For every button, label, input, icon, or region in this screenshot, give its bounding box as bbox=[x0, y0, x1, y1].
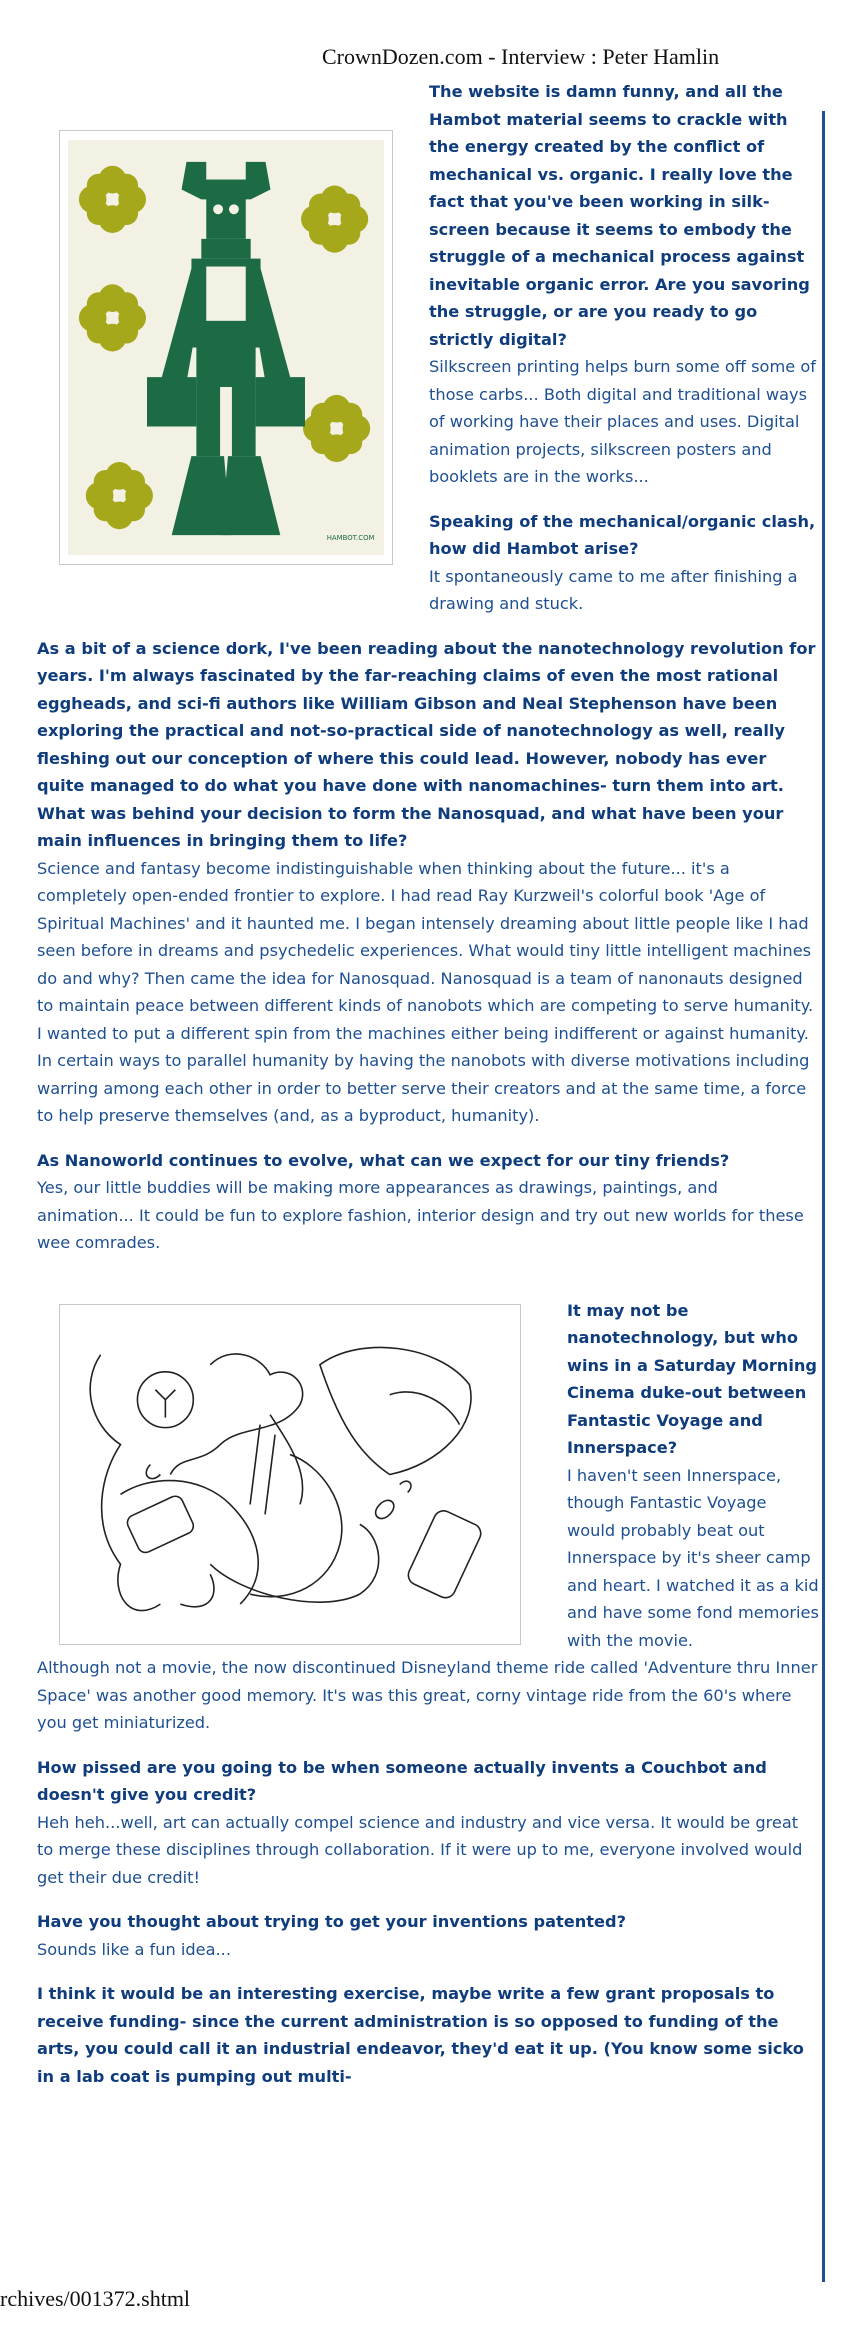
qa-block-7 bbox=[37, 1908, 819, 1963]
qa-block-3 bbox=[37, 635, 819, 1130]
question: The website is damn funny, and all the Hambot material seems to crackle with the energy created by the conflict of mechanical vs. organic. I really love the fact that you've been working in silk-screen because it seems to embody the struggle of a mechanical process against inevitable organic error. Are you savoring the struggle, or are you ready to go strictly digital? bbox=[429, 82, 810, 349]
interview-content bbox=[37, 78, 819, 2107]
question: Speaking of the mechanical/organic clash, how did Hambot arise? bbox=[429, 511, 816, 558]
question: As a bit of a science dork, I've been reading about the nanotechnology revolution for years. I'm always fascinated by the far-reaching claims of even the most rational eggheads, and sci-fi authors like William Gibson and Neal Stephenson have been exploring the practical and not-so-practical side of nanotechnology as well, really fleshing out our conception of where this could lead. However, nobody has ever quite managed to do what you have done with nanomachines- turn them into art. What was behind your decision to form the Nanosquad, and what have been your main influences in bringing them to life? bbox=[37, 638, 816, 850]
answer: Heh heh...well, art can actually compel science and industry and vice versa. It would be great to merge these disciplines through collaboration. If it were up to me, everyone involved would get their due credit! bbox=[37, 1812, 803, 1887]
line-drawing-illustration bbox=[60, 1305, 520, 1644]
question: Have you thought about trying to get your inventions patented? bbox=[37, 1912, 626, 1931]
answer-continued: Although not a movie, the now discontinued Disneyland theme ride called 'Adventure thru Inner Space' was another good memory. It's was this great, corny vintage ride from the 60's where you get miniaturized. bbox=[37, 1658, 818, 1732]
question: It may not be nanotechnology, but who wins in a Saturday Morning Cinema duke-out between Fantastic Voyage and Innerspace? bbox=[567, 1300, 817, 1457]
answer: Sounds like a fun idea... bbox=[37, 1939, 231, 1959]
robot-illustration bbox=[68, 139, 384, 556]
answer: Yes, our little buddies will be making more appearances as drawings, paintings, and animation... It could be fun to explore fashion, interior design and try out new worlds for these wee comrades. bbox=[37, 1178, 804, 1252]
footer-url: rchives/001372.shtml bbox=[0, 2286, 191, 2311]
qa-block-6 bbox=[37, 1754, 819, 1892]
question: How pissed are you going to be when someone actually invents a Couchbot and doesn't give you credit? bbox=[37, 1757, 767, 1804]
answer: I haven't seen Innerspace, though Fantastic Voyage would probably beat out Innerspace by it's sheer camp and heart. I watched it as a kid and have some fond memories with the movie. bbox=[567, 1465, 819, 1650]
question: As Nanoworld continues to evolve, what can we expect for our tiny friends? bbox=[37, 1150, 730, 1170]
vertical-divider bbox=[822, 111, 825, 2282]
qa-block-4 bbox=[37, 1147, 819, 1257]
qa-block-8 bbox=[37, 1980, 819, 2090]
answer: Silkscreen printing helps burn some off some of those carbs... Both digital and traditional ways of working have their places and uses. Digital animation projects, silkscreen posters and booklets are in the works... bbox=[429, 357, 816, 486]
hambot-robot-poster-image bbox=[59, 130, 393, 565]
nanosquad-line-drawing-image bbox=[59, 1304, 521, 1645]
answer: It spontaneously came to me after finishing a drawing and stuck. bbox=[429, 566, 798, 613]
question: I think it would be an interesting exercise, maybe write a few grant proposals to receive funding- since the current administration is so opposed to funding of the arts, you could call it an industrial endeavor, they'd eat it up. (You know some sicko in a lab coat is pumping out multi- bbox=[37, 1984, 804, 2086]
robot-caption: HAMBOT.COM bbox=[326, 534, 375, 543]
answer: Science and fantasy become indistinguishable when thinking about the future... it's a completely open-ended frontier to explore. I had read Ray Kurzweil's colorful book 'Age of Spiritual Machines' and it haunted me. I began intensely dreaming about little people like I had seen before in dreams and psychedelic experiences. What would tiny little intelligent machines do and why? Then came the idea for Nanosquad. Nanosquad is a team of nanonauts designed to maintain peace between different kinds of nanobots which are competing to serve humanity. I wanted to put a different spin from the machines either being indifferent or against humanity. In certain ways to parallel humanity by having the nanobots with diverse motivations including warring among each other in order to better serve their creators and at the same time, a force to help preserve themselves (and, as a byproduct, humanity). bbox=[37, 858, 814, 1125]
page-title: CrownDozen.com - Interview : Peter Hamlin bbox=[322, 44, 720, 69]
